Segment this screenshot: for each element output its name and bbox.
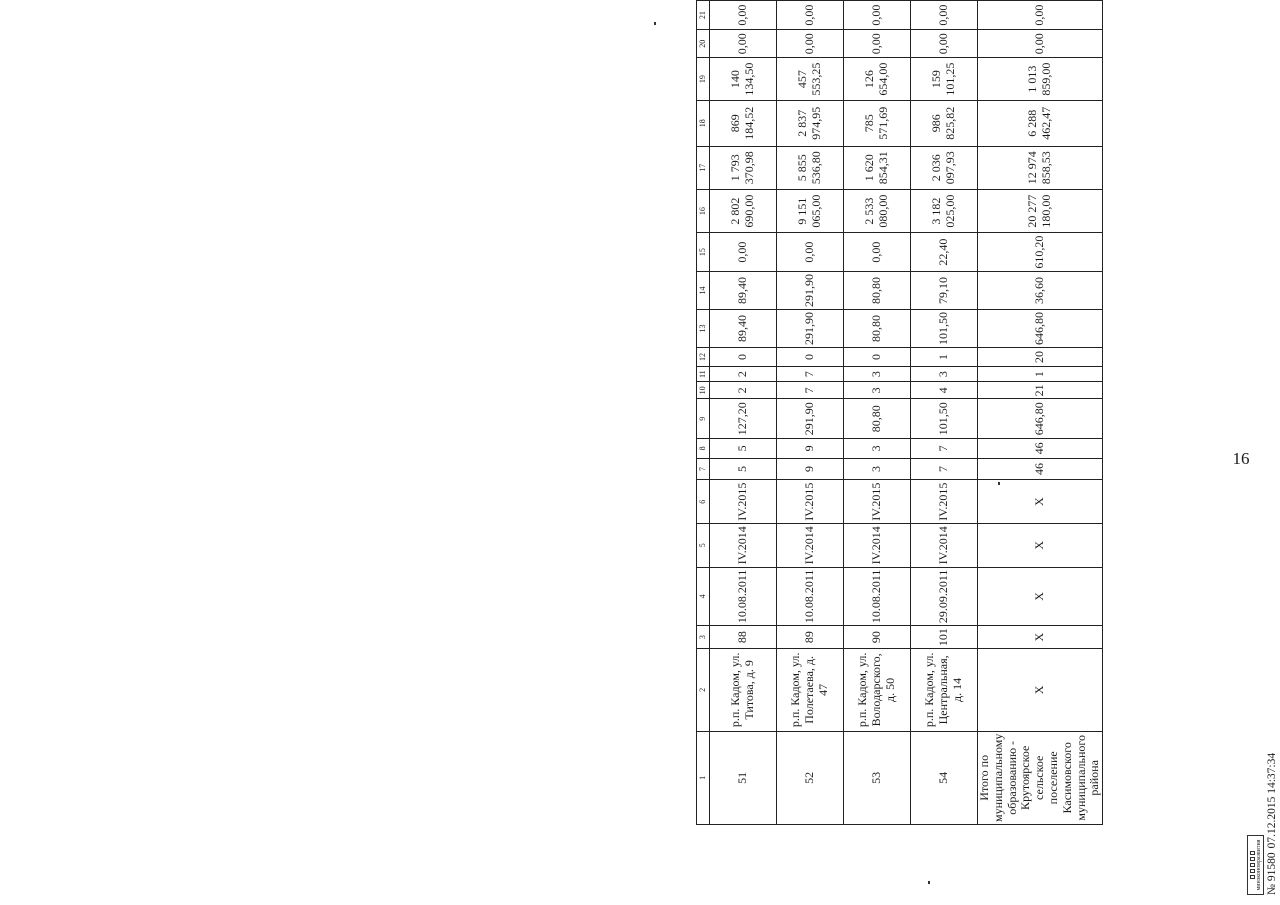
table-cell: IV.2015 <box>710 480 777 524</box>
table-cell: 2 837 974,95 <box>777 100 844 146</box>
table-cell: 46 <box>978 458 1103 480</box>
table-cell: 10.08.2011 <box>777 567 844 626</box>
table-cell: 869 184,52 <box>710 100 777 146</box>
table-cell: IV.2015 <box>911 480 978 524</box>
housing-data-table <box>696 0 1103 825</box>
table-cell: 0,00 <box>844 1 911 30</box>
table-cell: 101,50 <box>911 399 978 439</box>
table-cell: 12 974 858,53 <box>978 146 1103 189</box>
table-row <box>844 1 911 825</box>
stamp-logo-bars <box>1250 851 1255 879</box>
scan-speck <box>654 22 656 25</box>
table-cell: X <box>978 649 1103 731</box>
table-cell: 0,00 <box>777 30 844 58</box>
table-cell: 0,00 <box>710 1 777 30</box>
table-cell: 159 101,25 <box>911 58 978 101</box>
table-cell: 986 825,82 <box>911 100 978 146</box>
table-cell: 2 533 080,00 <box>844 189 911 232</box>
column-number: 13 <box>697 310 710 348</box>
table-cell: 90 <box>844 626 911 649</box>
table-cell: 10.08.2011 <box>710 567 777 626</box>
table-cell-address: р.п. Кадом, ул. Полетаева, д. 47 <box>777 649 844 731</box>
table-cell: 51 <box>710 731 777 824</box>
table-cell: 0,00 <box>710 30 777 58</box>
scan-speck <box>928 881 930 884</box>
table-cell: 89 <box>777 626 844 649</box>
table-cell: 20 <box>978 348 1103 367</box>
table-cell: 2 802 690,00 <box>710 189 777 232</box>
table-cell: 22,40 <box>911 233 978 272</box>
table-cell: 9 <box>777 439 844 458</box>
table-cell: 2 <box>710 366 777 381</box>
column-number: 8 <box>697 439 710 458</box>
table-row <box>710 1 777 825</box>
table-cell: 3 <box>844 382 911 399</box>
scan-speck <box>998 482 1000 485</box>
table-cell: 0 <box>777 348 844 367</box>
table-cell: 80,80 <box>844 310 911 348</box>
table-cell: 3 <box>844 458 911 480</box>
table-cell: 101 <box>911 626 978 649</box>
table-cell: 6 288 462,47 <box>978 100 1103 146</box>
table-cell: 4 <box>911 382 978 399</box>
table-cell: 785 571,69 <box>844 100 911 146</box>
column-number: 17 <box>697 146 710 189</box>
table-cell: 2 <box>710 382 777 399</box>
table-cell: 291,90 <box>777 272 844 310</box>
table-cell: 80,80 <box>844 399 911 439</box>
column-number: 6 <box>697 480 710 524</box>
table-cell: 10.08.2011 <box>844 567 911 626</box>
column-number: 10 <box>697 382 710 399</box>
table-cell: 1 013 859,00 <box>978 58 1103 101</box>
table-cell: 29.09.2011 <box>911 567 978 626</box>
table-cell: IV.2014 <box>710 524 777 568</box>
table-cell: 46 <box>978 439 1103 458</box>
table-cell: 79,10 <box>911 272 978 310</box>
table-cell: 140 134,50 <box>710 58 777 101</box>
column-number: 19 <box>697 58 710 101</box>
column-number: 9 <box>697 399 710 439</box>
table-cell: 610,20 <box>978 233 1103 272</box>
table-row <box>911 1 978 825</box>
table-cell-address: р.п. Кадом, ул. Центральная, д. 14 <box>911 649 978 731</box>
column-number: 12 <box>697 348 710 367</box>
table-cell: 0,00 <box>911 1 978 30</box>
table-cell: 646,80 <box>978 399 1103 439</box>
column-number: 18 <box>697 100 710 146</box>
table-cell: 3 <box>844 366 911 381</box>
total-row <box>978 1 1103 825</box>
table-cell: 0 <box>844 348 911 367</box>
table-cell: IV.2014 <box>777 524 844 568</box>
table-cell: 126 654,00 <box>844 58 911 101</box>
table-cell: 0,00 <box>978 1 1103 30</box>
table-cell-address: р.п. Кадом, ул. Володарского, д. 50 <box>844 649 911 731</box>
rotated-document-page <box>640 0 1280 905</box>
table-cell: 53 <box>844 731 911 824</box>
registry-datetime: 07.12.2015 14:37:34 <box>1266 752 1278 849</box>
table-cell: 0,00 <box>777 233 844 272</box>
registry-number: № 91580 <box>1266 852 1278 895</box>
table-cell: 36,60 <box>978 272 1103 310</box>
table-cell: 3 182 025,00 <box>911 189 978 232</box>
table-cell: 1 620 854,31 <box>844 146 911 189</box>
table-cell: 9 151 065,00 <box>777 189 844 232</box>
table-cell: IV.2014 <box>844 524 911 568</box>
table-cell: 457 553,25 <box>777 58 844 101</box>
table-cell: 3 <box>844 439 911 458</box>
column-number: 7 <box>697 458 710 480</box>
table-cell: 127,20 <box>710 399 777 439</box>
table-cell-address: р.п. Кадом, ул. Титова, д. 9 <box>710 649 777 731</box>
registry-stamp <box>1266 753 1278 895</box>
table-cell: 101,50 <box>911 310 978 348</box>
table-cell: IV.2015 <box>777 480 844 524</box>
table-cell: 0,00 <box>710 233 777 272</box>
column-number: 2 <box>697 649 710 731</box>
table-cell: 646,80 <box>978 310 1103 348</box>
table-cell: 20 277 180,00 <box>978 189 1103 232</box>
table-cell: 2 036 097,93 <box>911 146 978 189</box>
table-cell: 5 <box>710 458 777 480</box>
registry-stamp-logo <box>1247 835 1264 895</box>
column-number: 11 <box>697 366 710 381</box>
table-cell: 1 <box>978 366 1103 381</box>
column-number: 20 <box>697 30 710 58</box>
table-cell: 7 <box>911 458 978 480</box>
table-cell: 291,90 <box>777 399 844 439</box>
column-number: 14 <box>697 272 710 310</box>
table-cell: IV.2015 <box>844 480 911 524</box>
table-cell: X <box>978 524 1103 568</box>
table-cell: 1 793 370,98 <box>710 146 777 189</box>
table-cell: 0,00 <box>844 233 911 272</box>
table-cell: 89,40 <box>710 310 777 348</box>
table-cell: 5 <box>710 439 777 458</box>
table-cell: 21 <box>978 382 1103 399</box>
table-cell: 5 855 536,80 <box>777 146 844 189</box>
table-cell: 7 <box>911 439 978 458</box>
table-cell: X <box>978 480 1103 524</box>
column-number: 16 <box>697 189 710 232</box>
table-cell: 80,80 <box>844 272 911 310</box>
table-cell: 3 <box>911 366 978 381</box>
column-number: 4 <box>697 567 710 626</box>
table-cell: 0,00 <box>911 30 978 58</box>
column-number: 3 <box>697 626 710 649</box>
table-cell: X <box>978 567 1103 626</box>
column-number: 1 <box>697 731 710 824</box>
table-row <box>777 1 844 825</box>
column-number: 21 <box>697 1 710 30</box>
table-cell: 0 <box>710 348 777 367</box>
column-number: 5 <box>697 524 710 568</box>
page-number: 16 <box>1232 449 1250 468</box>
table-cell: 89,40 <box>710 272 777 310</box>
table-cell: 1 <box>911 348 978 367</box>
table-cell: 0,00 <box>777 1 844 30</box>
table-cell: 291,90 <box>777 310 844 348</box>
total-label: Итого по муниципальному образованию - Крутоярское сельское поселение Касимовского муниципального района <box>978 731 1103 824</box>
column-number-row <box>697 1 710 825</box>
table-cell: 7 <box>777 366 844 381</box>
table-cell: 9 <box>777 458 844 480</box>
table-cell: 88 <box>710 626 777 649</box>
table-cell: 0,00 <box>978 30 1103 58</box>
table-cell: 0,00 <box>844 30 911 58</box>
table-cell: 54 <box>911 731 978 824</box>
stamp-logo-caption: минэкономразвития <box>1255 839 1262 891</box>
table-cell: X <box>978 626 1103 649</box>
table-cell: 7 <box>777 382 844 399</box>
column-number: 15 <box>697 233 710 272</box>
table-cell: IV.2014 <box>911 524 978 568</box>
table-cell: 52 <box>777 731 844 824</box>
